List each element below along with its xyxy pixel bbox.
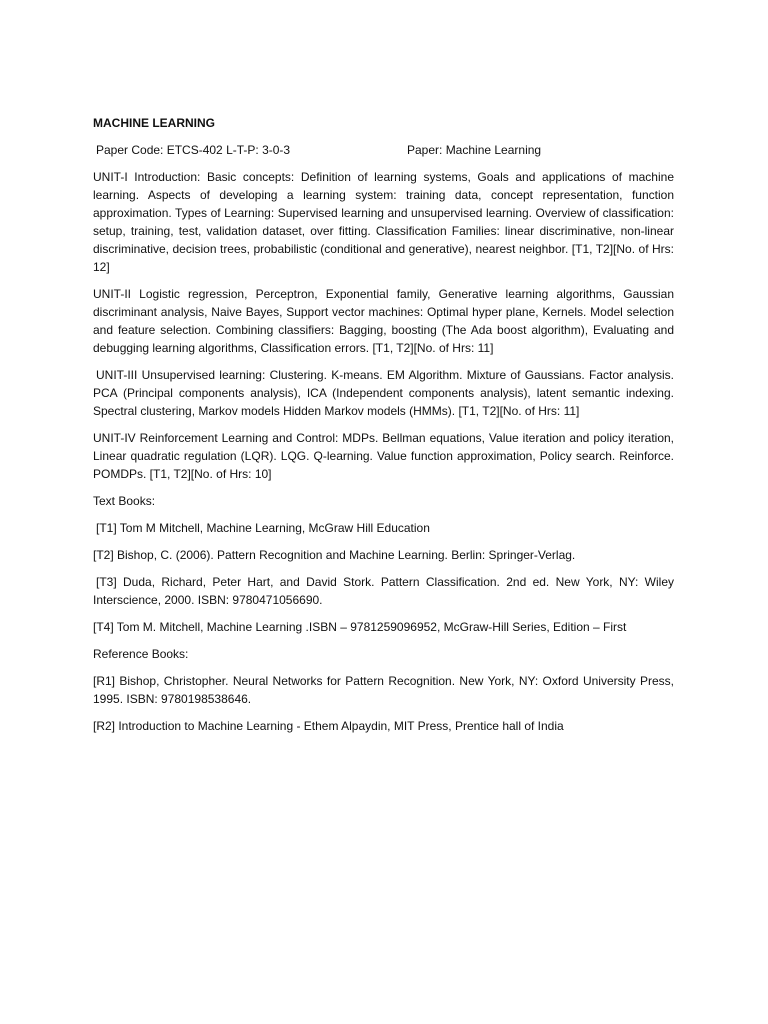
text-books-heading: Text Books: — [93, 494, 156, 508]
reference-book-r1: [R1] Bishop, Christopher. Neural Networks for Pattern Recognition. New York, NY: Oxford University Press, 1995. ISBN: 9780198538646. — [93, 674, 674, 706]
text-book-t3: [T3] Duda, Richard, Peter Hart, and David Stork. Pattern Classification. 2nd ed. New York, NY: Wiley Interscience, 2000. ISBN: 9780471056690. — [93, 575, 674, 607]
paper-info-line — [93, 141, 674, 159]
unit-2-paragraph: UNIT-II Logistic regression, Perceptron, Exponential family, Generative learning algorithms, Gaussian discriminant analysis, Naive Bayes, Support vector machines: Optimal hyper plane, Kernels. Model selection and feature selection. Combining classifiers: Bagging, boosting (The Ada boost algorithm), Evaluating and debugging learning algorithms, Classification errors. [T1, T2][No. of Hrs: 11] — [93, 287, 674, 355]
unit-1-paragraph: UNIT-I Introduction: Basic concepts: Definition of learning systems, Goals and applications of machine learning. Aspects of developing a learning system: training data, concept representation, function approximation. Types of Learning: Supervised learning and unsupervised learning. Overview of classification: setup, training, test, validation dataset, over fitting. Classification Families: linear discriminative, non-linear discriminative, decision trees, probabilistic (conditional and generative), nearest neighbor. [T1, T2][No. of Hrs: 12] — [93, 170, 674, 274]
document-title: MACHINE LEARNING — [93, 116, 215, 130]
reference-book-r2: [R2] Introduction to Machine Learning - Ethem Alpaydin, MIT Press, Prentice hall of India — [93, 719, 564, 733]
paper-code: Paper Code: ETCS-402 L-T-P: 3-0-3 — [96, 143, 291, 157]
text-book-t2: [T2] Bishop, C. (2006). Pattern Recognition and Machine Learning. Berlin: Springer-Verlag. — [93, 548, 576, 562]
text-book-t1: [T1] Tom M Mitchell, Machine Learning, McGraw Hill Education — [96, 521, 430, 535]
reference-books-heading: Reference Books: — [93, 647, 189, 661]
unit-4-paragraph: UNIT-IV Reinforcement Learning and Control: MDPs. Bellman equations, Value iteration and policy iteration, Linear quadratic regulation (LQR). LQG. Q-learning. Value function approximation, Policy search. Reinforce. POMDPs. [T1, T2][No. of Hrs: 10] — [93, 431, 674, 481]
text-book-t4: [T4] Tom M. Mitchell, Machine Learning .ISBN – 9781259096952, McGraw-Hill Series, Edition – First — [93, 620, 627, 634]
paper-name: Paper: Machine Learning — [407, 143, 542, 157]
syllabus-document — [93, 114, 674, 744]
unit-3-paragraph: UNIT-III Unsupervised learning: Clustering. K-means. EM Algorithm. Mixture of Gaussians. Factor analysis. PCA (Principal components analysis), ICA (Independent components analysis), latent semantic indexing. Spectral clustering, Markov models Hidden Markov models (HMMs). [T1, T2][No. of Hrs: 11] — [93, 368, 674, 418]
